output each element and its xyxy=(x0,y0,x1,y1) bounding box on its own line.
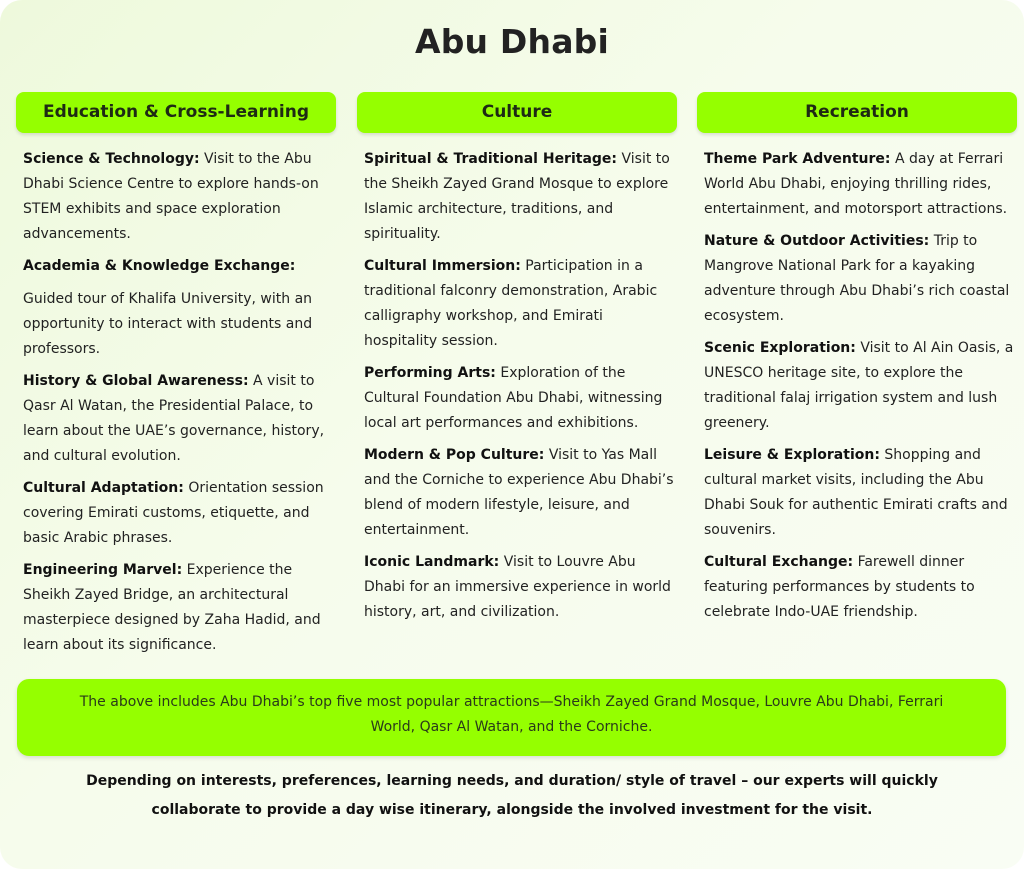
list-item xyxy=(704,229,1017,329)
item-label: Cultural Exchange: xyxy=(704,554,854,570)
list-item xyxy=(364,550,677,625)
footer-text: Depending on interests, preferences, learning needs, and duration/ style of travel – our experts will quickly collaborate to provide a day wise itinerary, alongside the involved investment for the visit. xyxy=(86,773,938,818)
item-description: Visit to Al Ain Oasis, a UNESCO heritage site, to explore the traditional falaj irrigation system and lush greenery. xyxy=(704,340,1014,431)
list-item xyxy=(23,369,336,469)
list-item xyxy=(704,443,1017,543)
list-item xyxy=(364,361,677,436)
item-label: Engineering Marvel: xyxy=(23,562,183,578)
item-label: Scenic Exploration: xyxy=(704,340,856,356)
column-header-culture: Culture xyxy=(357,92,677,133)
list-item xyxy=(704,336,1017,436)
item-description: Guided tour of Khalifa University, with an opportunity to interact with students and professors. xyxy=(23,291,313,357)
item-description: Visit to the Sheikh Zayed Grand Mosque to explore Islamic architecture, traditions, and spirituality. xyxy=(364,151,670,242)
item-description: Participation in a traditional falconry demonstration, Arabic calligraphy workshop, and Emirati hospitality session. xyxy=(364,258,658,349)
column-recreation xyxy=(697,92,1017,632)
page-title: Abu Dhabi xyxy=(414,22,610,61)
list-item xyxy=(23,254,336,362)
item-label: Theme Park Adventure: xyxy=(704,151,891,167)
item-list xyxy=(16,133,336,658)
item-description: Farewell dinner featuring performances by students to celebrate Indo-UAE friendship. xyxy=(704,554,975,620)
item-label: Leisure & Exploration: xyxy=(704,447,880,463)
item-label: History & Global Awareness: xyxy=(23,373,249,389)
item-description: Visit to the Abu Dhabi Science Centre to explore hands-on STEM exhibits and space exploration advancements. xyxy=(23,151,319,242)
list-item xyxy=(23,147,336,247)
column-culture xyxy=(357,92,677,632)
item-list xyxy=(697,133,1017,625)
item-label: Academia & Knowledge Exchange: xyxy=(23,258,296,274)
list-item xyxy=(704,550,1017,625)
list-item xyxy=(364,443,677,543)
item-description: A day at Ferrari World Abu Dhabi, enjoying thrilling rides, entertainment, and motorsport attractions. xyxy=(704,151,1008,217)
item-description: Exploration of the Cultural Foundation Abu Dhabi, witnessing local art performances and exhibitions. xyxy=(364,365,663,431)
list-item xyxy=(23,558,336,658)
item-description: Shopping and cultural market visits, including the Abu Dhabi Souk for authentic Emirati crafts and souvenirs. xyxy=(704,447,1008,538)
item-description: Visit to Louvre Abu Dhabi for an immersive experience in world history, art, and civilization. xyxy=(364,554,671,620)
item-label: Performing Arts: xyxy=(364,365,496,381)
item-description: Visit to Yas Mall and the Corniche to experience Abu Dhabi’s blend of modern lifestyle, leisure, and entertainment. xyxy=(364,447,674,538)
list-item xyxy=(23,476,336,551)
item-label: Cultural Immersion: xyxy=(364,258,521,274)
item-description: Experience the Sheikh Zayed Bridge, an architectural masterpiece designed by Zaha Hadid, and learn about its significance. xyxy=(23,562,321,653)
attractions-note: The above includes Abu Dhabi’s top five most popular attractions—Sheikh Zayed Grand Mosque, Louvre Abu Dhabi, Ferrari World, Qasr Al Watan, and the Corniche. xyxy=(17,679,1006,756)
item-label: Modern & Pop Culture: xyxy=(364,447,545,463)
list-item xyxy=(364,147,677,247)
column-header-education: Education & Cross-Learning xyxy=(16,92,336,133)
item-description: Trip to Mangrove National Park for a kayaking adventure through Abu Dhabi’s rich coastal ecosystem. xyxy=(704,233,1010,324)
item-label: Spiritual & Traditional Heritage: xyxy=(364,151,618,167)
item-description: A visit to Qasr Al Watan, the Presidential Palace, to learn about the UAE’s governance, history, and cultural evolution. xyxy=(23,373,325,464)
item-label: Science & Technology: xyxy=(23,151,200,167)
list-item xyxy=(364,254,677,354)
column-education xyxy=(16,92,336,665)
item-label: Nature & Outdoor Activities: xyxy=(704,233,930,249)
item-label: Cultural Adaptation: xyxy=(23,480,184,496)
item-label: Iconic Landmark: xyxy=(364,554,500,570)
list-item xyxy=(704,147,1017,222)
item-description: Orientation session covering Emirati customs, etiquette, and basic Arabic phrases. xyxy=(23,480,324,546)
item-list xyxy=(357,133,677,625)
column-header-recreation: Recreation xyxy=(697,92,1017,133)
